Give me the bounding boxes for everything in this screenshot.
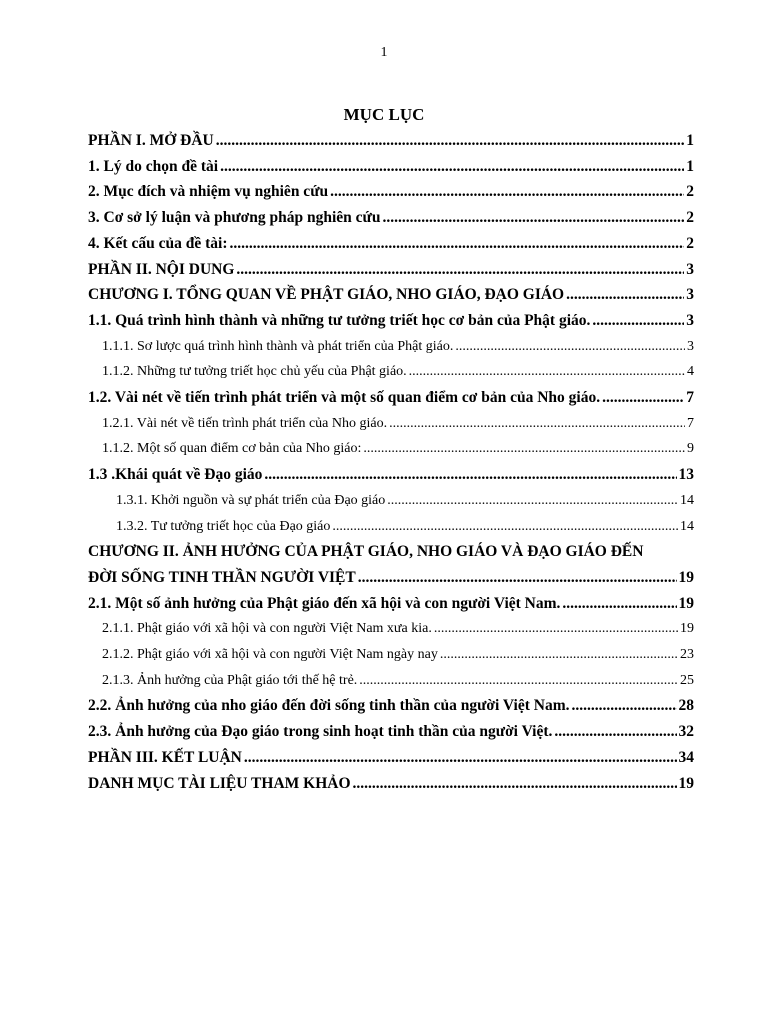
toc-entry-text: 1.1. Quá trình hình thành và những tư tưởng triết học cơ bản của Phật giáo. <box>88 311 591 329</box>
dot-leader <box>244 745 677 771</box>
toc-entry-1-2[interactable] <box>88 385 694 411</box>
dot-leader <box>389 411 685 437</box>
toc-entry-2-1-1[interactable] <box>88 616 694 642</box>
toc-entry-page: 9 <box>687 441 694 457</box>
toc-entry-references[interactable] <box>88 771 694 797</box>
toc-entry-text-line2: ĐỜI SỐNG TINH THẦN NGƯỜI VIỆT <box>88 568 356 586</box>
toc-entry-page: 28 <box>678 697 694 715</box>
toc-entry-phan-1[interactable] <box>88 128 694 154</box>
toc-entry-page: 1 <box>686 157 694 175</box>
toc-entry-text: 4. Kết cấu của đề tài: <box>88 234 228 252</box>
dot-leader <box>409 359 685 385</box>
dot-leader <box>566 282 684 308</box>
dot-leader <box>216 128 685 154</box>
toc-entry-text: 2. Mục đích và nhiệm vụ nghiên cứu <box>88 183 329 201</box>
dot-leader <box>387 488 678 514</box>
toc-entry-page: 34 <box>678 748 694 766</box>
toc-entry-page: 2 <box>686 183 694 201</box>
toc-entry-page: 3 <box>687 338 694 354</box>
toc-entry-page: 4 <box>687 364 694 380</box>
toc-entry-text: 1.3.2. Tư tưởng triết học của Đạo giáo <box>116 518 331 534</box>
dot-leader <box>358 565 677 591</box>
dot-leader <box>220 154 684 180</box>
dot-leader <box>236 257 684 283</box>
toc-entry-text: 2.3. Ảnh hưởng của Đạo giáo trong sinh hoạt tinh thần của người Việt. <box>88 723 553 741</box>
toc-entry-page: 19 <box>678 774 694 792</box>
toc-entry-text: 1.2. Vài nét về tiến trình phát triển và một số quan điểm cơ bản của Nho giáo. <box>88 389 601 407</box>
toc-entry-page: 2 <box>686 234 694 252</box>
toc-entry-2-2[interactable] <box>88 693 694 719</box>
toc-entry-page: 14 <box>680 492 694 508</box>
toc-entry-text: CHƯƠNG I. TỔNG QUAN VỀ PHẬT GIÁO, NHO GIÁO, ĐẠO GIÁO <box>88 286 565 304</box>
dot-leader <box>330 179 684 205</box>
toc-entry-1-1-1[interactable] <box>88 334 694 360</box>
toc-entry-2-1[interactable] <box>88 591 694 617</box>
toc-entry-page: 7 <box>687 415 694 431</box>
dot-leader <box>602 385 684 411</box>
toc-entry-page: 3 <box>686 286 694 304</box>
toc-entry-text: 2.1.1. Phật giáo với xã hội và con người Việt Nam xưa kia. <box>102 621 432 637</box>
toc-entry-2-3[interactable] <box>88 719 694 745</box>
toc-entry-page: 3 <box>686 260 694 278</box>
toc-entry-text: 1.3 .Khái quát về Đạo giáo <box>88 466 263 484</box>
table-of-contents <box>88 128 694 796</box>
toc-entry-text: DANH MỤC TÀI LIỆU THAM KHẢO <box>88 774 351 792</box>
dot-leader <box>592 308 684 334</box>
toc-entry-page: 14 <box>680 518 694 534</box>
toc-entry-1-1[interactable] <box>88 308 694 334</box>
toc-entry-page: 32 <box>678 723 694 741</box>
toc-entry-page: 25 <box>680 672 694 688</box>
toc-entry-2[interactable] <box>88 179 694 205</box>
toc-entry-text: 1.1.2. Một số quan điểm cơ bản của Nho giáo: <box>102 441 362 457</box>
toc-entry-page: 19 <box>680 621 694 637</box>
toc-entry-text: 2.1. Một số ảnh hưởng của Phật giáo đến xã hội và con người Việt Nam. <box>88 594 561 612</box>
toc-entry-chuong-2[interactable] <box>88 539 694 590</box>
toc-entry-chuong-1[interactable] <box>88 282 694 308</box>
toc-entry-page: 19 <box>678 594 694 612</box>
toc-entry-1-1-2[interactable] <box>88 359 694 385</box>
toc-entry-phan-3[interactable] <box>88 745 694 771</box>
toc-entry-1[interactable] <box>88 154 694 180</box>
toc-entry-text: PHẦN II. NỘI DUNG <box>88 260 235 278</box>
toc-entry-page: 1 <box>686 132 694 149</box>
dot-leader <box>571 693 676 719</box>
toc-entry-text: 2.1.2. Phật giáo với xã hội và con người Việt Nam ngày nay <box>102 647 438 663</box>
page-number: 1 <box>380 45 388 60</box>
dot-leader <box>229 231 684 257</box>
toc-entry-text: 3. Cơ sở lý luận và phương pháp nghiên cứu <box>88 209 381 227</box>
toc-entry-page: 3 <box>686 311 694 329</box>
toc-entry-text: 1.2.1. Vài nét về tiến trình phát triển của Nho giáo. <box>102 415 388 431</box>
toc-entry-page: 23 <box>680 647 694 663</box>
toc-entry-page: 19 <box>678 568 694 586</box>
toc-entry-page: 2 <box>686 209 694 227</box>
dot-leader <box>332 514 678 540</box>
toc-entry-text-line1: CHƯƠNG II. ẢNH HƯỞNG CỦA PHẬT GIÁO, NHO GIÁO VÀ ĐẠO GIÁO ĐẾN <box>88 543 644 561</box>
toc-entry-1-2-1[interactable] <box>88 411 694 437</box>
dot-leader <box>562 591 676 617</box>
toc-entry-4[interactable] <box>88 231 694 257</box>
toc-entry-text: 1.1.2. Những tư tưởng triết học chủ yếu của Phật giáo. <box>102 364 407 380</box>
dot-leader <box>359 668 678 694</box>
dot-leader <box>353 771 677 797</box>
toc-entry-text: 2.1.3. Ảnh hưởng của Phật giáo tới thế hệ trẻ. <box>102 672 358 688</box>
dot-leader <box>440 642 678 668</box>
toc-entry-line2 <box>88 565 694 591</box>
dot-leader <box>382 205 684 231</box>
toc-entry-text: 1.3.1. Khởi nguồn và sự phát triển của Đạo giáo <box>116 492 386 508</box>
toc-entry-text: 1.1.1. Sơ lược quá trình hình thành và phát triển của Phật giáo. <box>102 338 454 354</box>
toc-entry-1-3[interactable] <box>88 462 694 488</box>
dot-leader <box>455 334 685 360</box>
toc-entry-page: 7 <box>686 389 694 407</box>
dot-leader <box>264 462 676 488</box>
toc-title: MỤC LỤC <box>343 105 425 124</box>
toc-entry-phan-2[interactable] <box>88 257 694 283</box>
toc-entry-2-1-2[interactable] <box>88 642 694 668</box>
toc-entry-3[interactable] <box>88 205 694 231</box>
toc-entry-2-1-3[interactable] <box>88 668 694 694</box>
toc-entry-text: PHẦN I. MỞ ĐẦU <box>88 132 214 149</box>
toc-entry-1-2-2[interactable] <box>88 436 694 462</box>
toc-entry-page: 13 <box>678 466 694 484</box>
toc-entry-text: PHẦN III. KẾT LUẬN <box>88 748 242 766</box>
dot-leader <box>363 436 685 462</box>
toc-entry-1-3-2[interactable] <box>88 514 694 540</box>
dot-leader <box>554 719 676 745</box>
toc-entry-text: 1. Lý do chọn đề tài <box>88 157 219 175</box>
toc-entry-text: 2.2. Ảnh hưởng của nho giáo đến đời sống tinh thần của người Việt Nam. <box>88 697 570 715</box>
dot-leader <box>434 616 678 642</box>
toc-entry-1-3-1[interactable] <box>88 488 694 514</box>
